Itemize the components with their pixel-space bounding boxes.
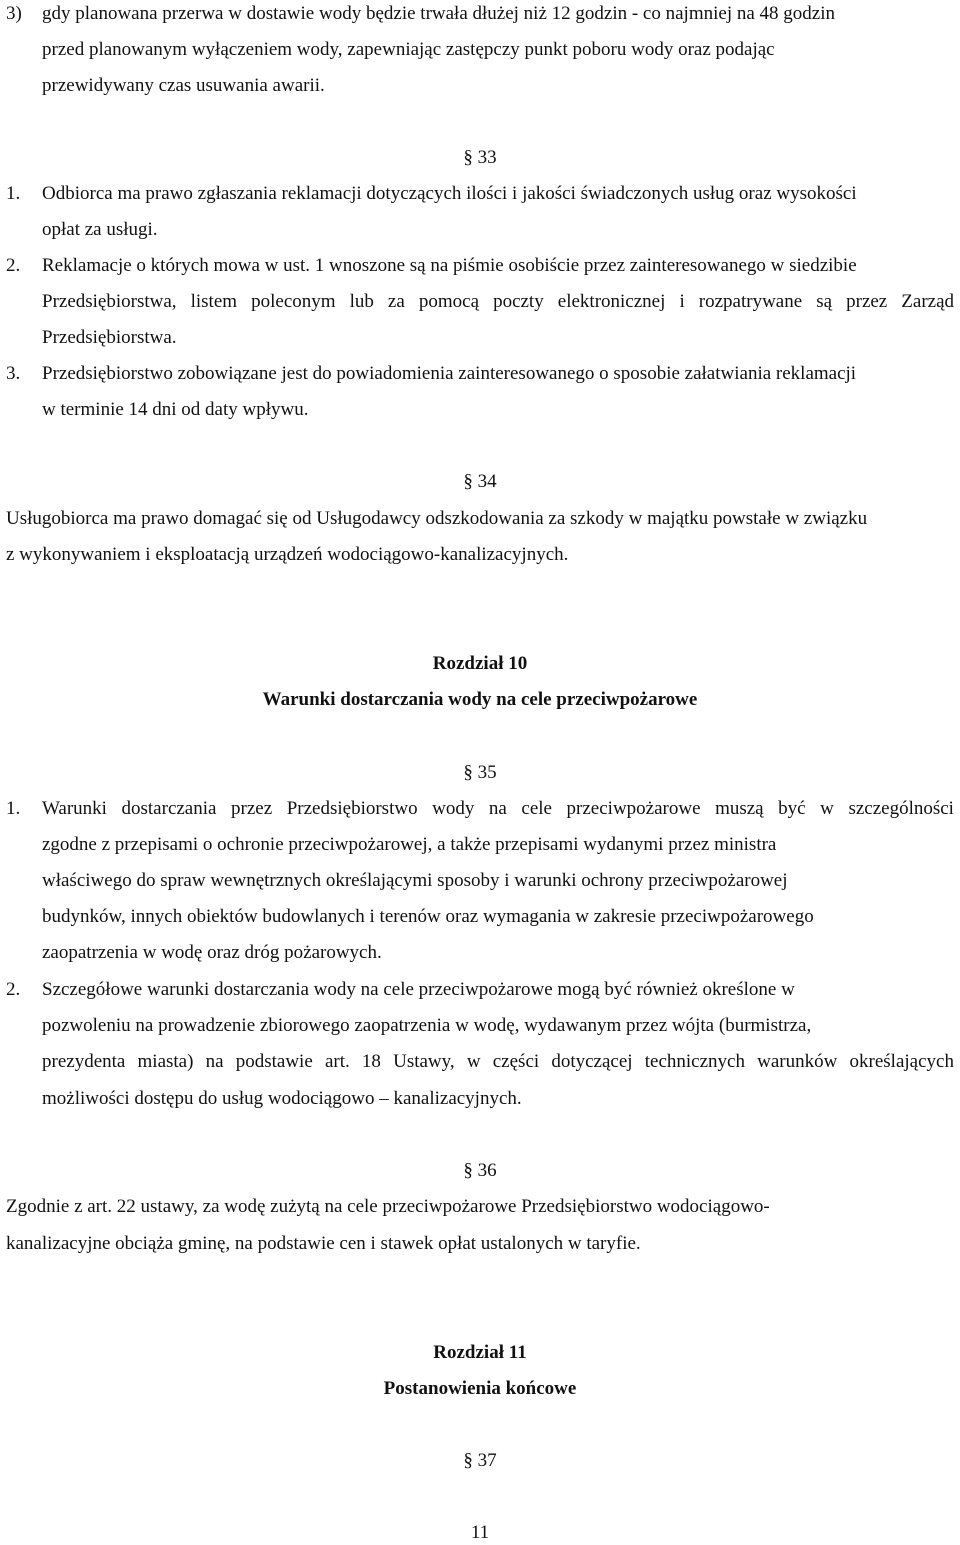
paragraph-line: możliwości dostępu do usług wodociągowo – kanalizacyjnych. — [42, 1088, 522, 1109]
paragraph-line: zaopatrzenia w wodę oraz dróg pożarowych. — [42, 942, 382, 963]
paragraph-line: Szczegółowe warunki dostarczania wody na cele przeciwpożarowe mogą być również określone w — [42, 979, 795, 1000]
chapter-subtitle: Postanowienia końcowe — [383, 1378, 577, 1399]
paragraph-number: 2. — [6, 979, 21, 1000]
item-marker: 3) — [6, 3, 22, 24]
chapter-subtitle: Warunki dostarczania wody na cele przeciwpożarowe — [262, 689, 698, 710]
paragraph-line: Odbiorca ma prawo zgłaszania reklamacji dotyczących ilości i jakości świadczonych usług oraz wysokości — [42, 183, 857, 204]
section-heading-33: § 33 — [463, 147, 497, 168]
paragraph-line: budynków, innych obiektów budowlanych i terenów oraz wymagania w zakresie przeciwpożarowego — [42, 906, 814, 927]
paragraph-line: Reklamacje o których mowa w ust. 1 wnoszone są na piśmie osobiście przez zainteresowanego w siedzibie — [42, 255, 857, 276]
section-heading-34: § 34 — [463, 471, 497, 492]
paragraph-line: opłat za usługi. — [42, 219, 158, 240]
chapter-title: Rozdział 11 — [433, 1342, 527, 1363]
paragraph-line: Usługobiorca ma prawo domagać się od Usługodawcy odszkodowania za szkody w majątku powstałe w związku — [6, 508, 868, 529]
section-heading-37: § 37 — [463, 1450, 497, 1471]
paragraph-line: zgodne z przepisami o ochronie przeciwpożarowej, a także przepisami wydanymi przez ministra — [42, 834, 777, 855]
paragraph-line: Przedsiębiorstwo zobowiązane jest do powiadomienia zainteresowanego o sposobie załatwiania reklamacji — [42, 363, 857, 384]
item-line: gdy planowana przerwa w dostawie wody będzie trwała dłużej niż 12 godzin - co najmniej na 48 godzin — [42, 3, 835, 24]
paragraph-line: Zgodnie z art. 22 ustawy, za wodę zużytą na cele przeciwpożarowe Przedsiębiorstwo wodociągowo- — [6, 1196, 770, 1217]
paragraph-line: prezydenta miasta) na podstawie art. 18 Ustawy, w części dotyczącej technicznych warunków określających — [42, 1051, 954, 1072]
paragraph-line: pozwoleniu na prowadzenie zbiorowego zaopatrzenia w wodę, wydawanym przez wójta (burmistrza, — [42, 1015, 812, 1036]
paragraph-number: 2. — [6, 255, 21, 276]
paragraph-line: z wykonywaniem i eksploatacją urządzeń wodociągowo-kanalizacyjnych. — [6, 544, 569, 565]
paragraph-line: właściwego do spraw wewnętrznych określającymi sposoby i warunki ochrony przeciwpożarowej — [42, 870, 788, 891]
item-line: przewidywany czas usuwania awarii. — [42, 75, 325, 96]
section-heading-36: § 36 — [463, 1160, 497, 1181]
paragraph-number: 1. — [6, 798, 21, 819]
paragraph-line: Przedsiębiorstwa, listem poleconym lub za pomocą poczty elektronicznej i rozpatrywane są przez Zarząd — [42, 291, 955, 312]
section-heading-35: § 35 — [463, 762, 497, 783]
paragraph-number: 1. — [6, 183, 21, 204]
paragraph-line: Przedsiębiorstwa. — [42, 327, 177, 348]
paragraph-line: Warunki dostarczania przez Przedsiębiorstwo wody na cele przeciwpożarowe muszą być w szczególności — [42, 798, 954, 819]
paragraph-line: w terminie 14 dni od daty wpływu. — [42, 399, 309, 420]
item-line: przed planowanym wyłączeniem wody, zapewniając zastępczy punkt poboru wody oraz podając — [42, 39, 775, 60]
paragraph-number: 3. — [6, 363, 21, 384]
paragraph-line: kanalizacyjne obciąża gminę, na podstawie cen i stawek opłat ustalonych w taryfie. — [6, 1233, 641, 1254]
page-number: 11 — [470, 1522, 490, 1543]
chapter-title: Rozdział 10 — [432, 653, 528, 674]
